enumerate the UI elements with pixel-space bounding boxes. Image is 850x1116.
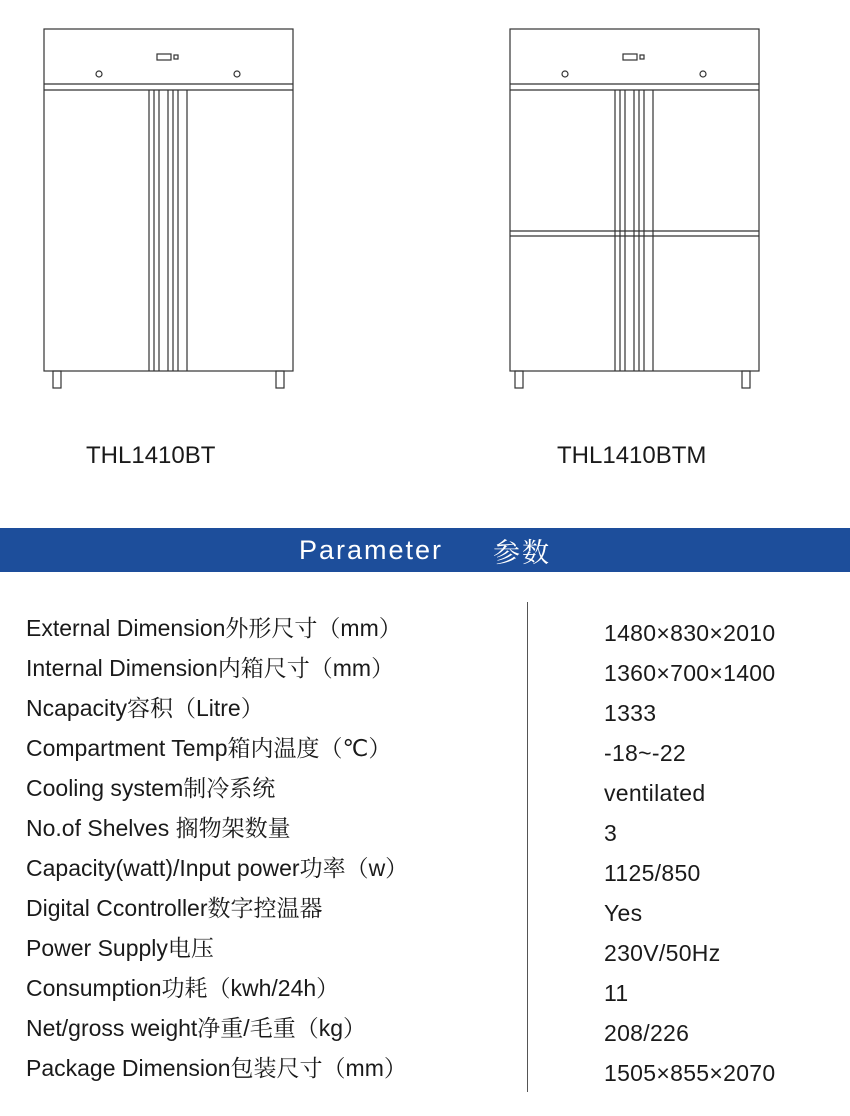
param-label: External Dimension外形尺寸（mm） (26, 615, 402, 641)
param-label: Power Supply电压 (26, 935, 214, 961)
parameter-values (604, 613, 775, 1093)
param-value: 11 (604, 980, 629, 1006)
banner-title-cn: 参数 (493, 537, 552, 568)
param-label: Ncapacity容积（Litre） (26, 695, 264, 721)
parameter-labels (26, 608, 408, 1088)
param-value: Yes (604, 900, 643, 926)
param-value: 208/226 (604, 1020, 690, 1046)
param-label: Package Dimension包装尺寸（mm） (26, 1055, 407, 1081)
param-value: 1480×830×2010 (604, 620, 776, 646)
param-label: No.of Shelves 搁物架数量 (26, 815, 291, 841)
model-name-1: THL1410BT (86, 442, 216, 469)
param-label: Compartment Temp箱内温度（℃） (26, 735, 392, 761)
fridge-drawing-4-door (509, 28, 761, 392)
model-name-2: THL1410BTM (557, 442, 707, 469)
param-value: 230V/50Hz (604, 940, 721, 966)
param-value: 3 (604, 820, 618, 846)
banner-title-en: Parameter (298, 534, 444, 565)
param-value: 1505×855×2070 (604, 1060, 776, 1086)
param-value: 1333 (604, 700, 657, 726)
param-label: Net/gross weight净重/毛重（kg） (26, 1015, 366, 1041)
param-label: Cooling system制冷系统 (26, 775, 276, 801)
param-value: 1125/850 (604, 860, 701, 886)
param-label: Capacity(watt)/Input power功率（w） (26, 855, 409, 881)
param-value: 1360×700×1400 (604, 660, 776, 686)
param-label: Consumption功耗（kwh/24h） (26, 975, 340, 1001)
param-value: -18~-22 (604, 740, 687, 766)
column-divider (527, 602, 528, 1092)
fridge-drawing-2-door (43, 28, 295, 392)
param-label: Digital Ccontroller数字控温器 (26, 895, 323, 921)
param-value: ventilated (604, 780, 706, 806)
parameter-banner (0, 528, 850, 572)
param-label: Internal Dimension内箱尺寸（mm） (26, 655, 395, 681)
